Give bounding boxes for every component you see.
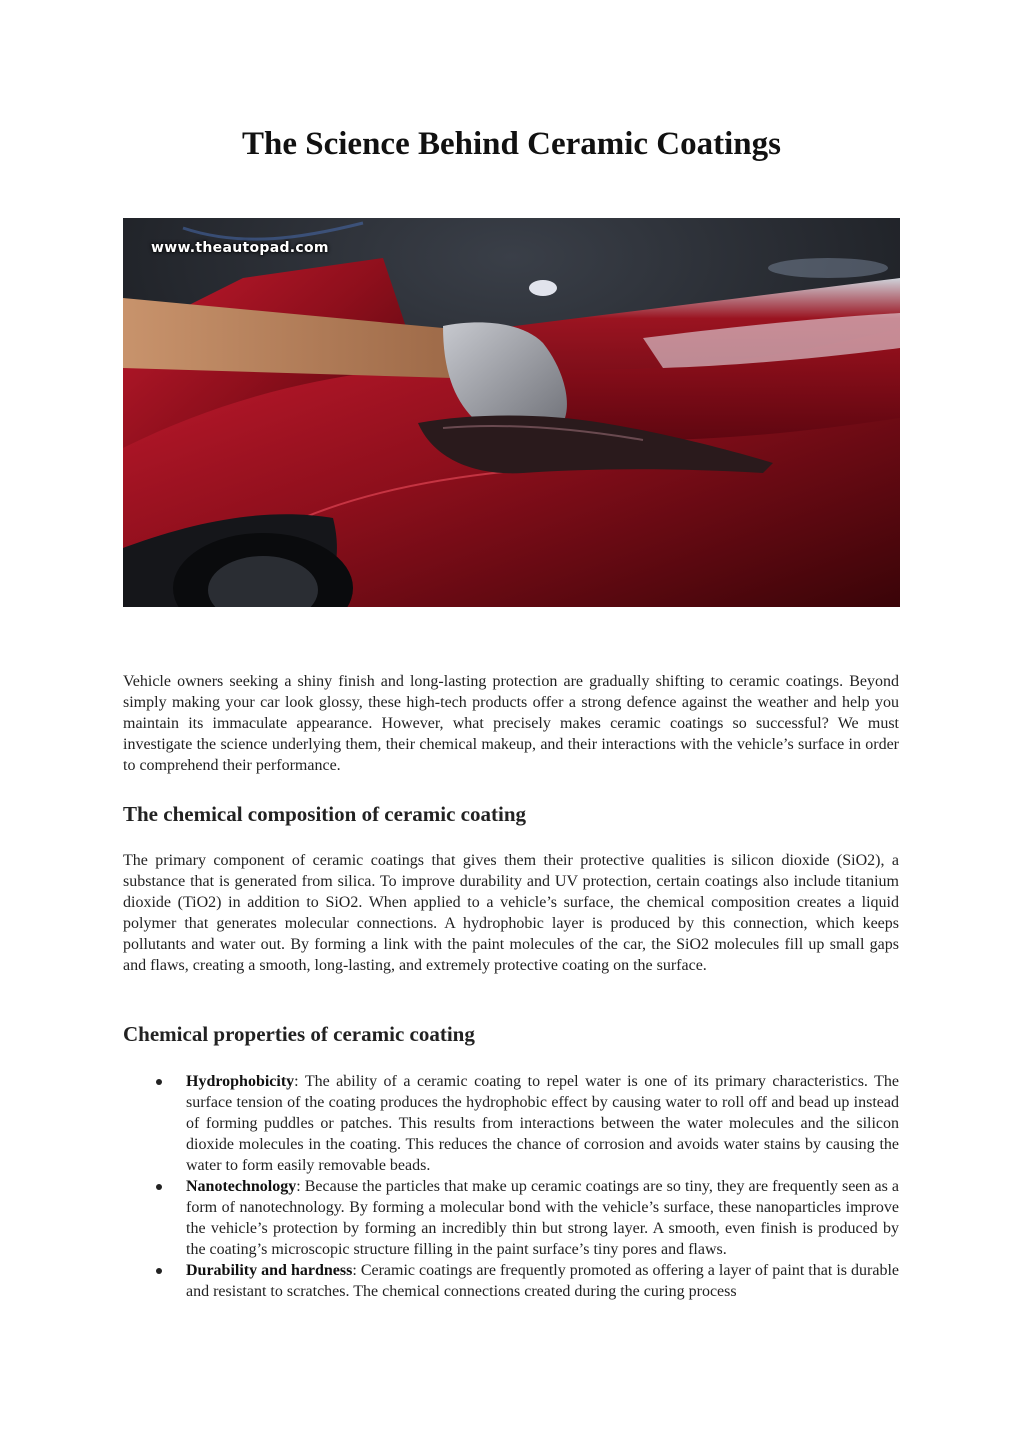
composition-section [123, 850, 899, 976]
hero-image [123, 218, 900, 607]
list-item [123, 1176, 899, 1260]
image-watermark: www.theautopad.com [151, 240, 329, 256]
list-item [123, 1260, 899, 1302]
intro-section [123, 671, 899, 776]
property-term: Nanotechnology [186, 1178, 297, 1195]
bullet-icon [156, 1079, 162, 1085]
list-item [123, 1071, 899, 1176]
bullet-icon [156, 1184, 162, 1190]
properties-list [123, 1071, 899, 1302]
property-term: Durability and hardness [186, 1262, 353, 1279]
page-title: The Science Behind Ceramic Coatings [242, 126, 781, 162]
section-heading-properties [123, 1021, 899, 1047]
car-polishing-illustration [123, 218, 900, 607]
composition-paragraph: The primary component of ceramic coatings that gives them their protective qualities is silicon dioxide (SiO2), a substance that is generated from silica. To improve durability and UV protection, certain coatings also include titanium dioxide (TiO2) in addition to SiO2. When applied to a vehicle’s surface, the chemical composition creates a liquid polymer that generates molecular connections. A hydrophobic layer is produced by this connection, which keeps pollutants and water out. By forming a link with the paint molecules of the car, the SiO2 molecules fill up small gaps and flaws, creating a smooth, long-lasting, and extremely protective coating on the surface. [123, 852, 899, 974]
intro-paragraph: Vehicle owners seeking a shiny finish and long-lasting protection are gradually shifting to ceramic coatings. Beyond simply making your car look glossy, these high-tech products offer a strong defence against the weather and help you maintain its immaculate appearance. However, what precisely makes ceramic coatings so successful? We must investigate the science underlying them, their chemical makeup, and their interactions with the vehicle’s surface in order to comprehend their performance. [123, 673, 899, 774]
section-heading: The chemical composition of ceramic coating [123, 802, 526, 826]
section-heading: Chemical properties of ceramic coating [123, 1022, 475, 1046]
property-text: : Because the particles that make up ceramic coatings are so tiny, they are frequently seen as a form of nanotechnology. By forming a molecular bond with the vehicle’s surface, these nanoparticles improve the vehicle’s protection by forming an incredibly thin but strong layer. A smooth, even finish is produced by the coating’s microscopic structure filling in the paint surface’s tiny pores and flaws. [186, 1178, 899, 1258]
property-text: : The ability of a ceramic coating to repel water is one of its primary characteristics. The surface tension of the coating produces the hydrophobic effect by causing water to roll off and bead up instead of forming puddles or patches. This results from interactions between the water molecules and the silicon dioxide molecules in the coating. This reduces the chance of corrosion and avoids water stains by causing the water to form easily removable beads. [186, 1073, 899, 1174]
bullet-icon [156, 1268, 162, 1274]
section-heading-composition [123, 801, 899, 827]
property-term: Hydrophobicity [186, 1073, 295, 1090]
property-text: : Ceramic coatings are frequently promoted as offering a layer of paint that is durable and resistant to scratches. The chemical connections created during the curing process [186, 1262, 900, 1300]
